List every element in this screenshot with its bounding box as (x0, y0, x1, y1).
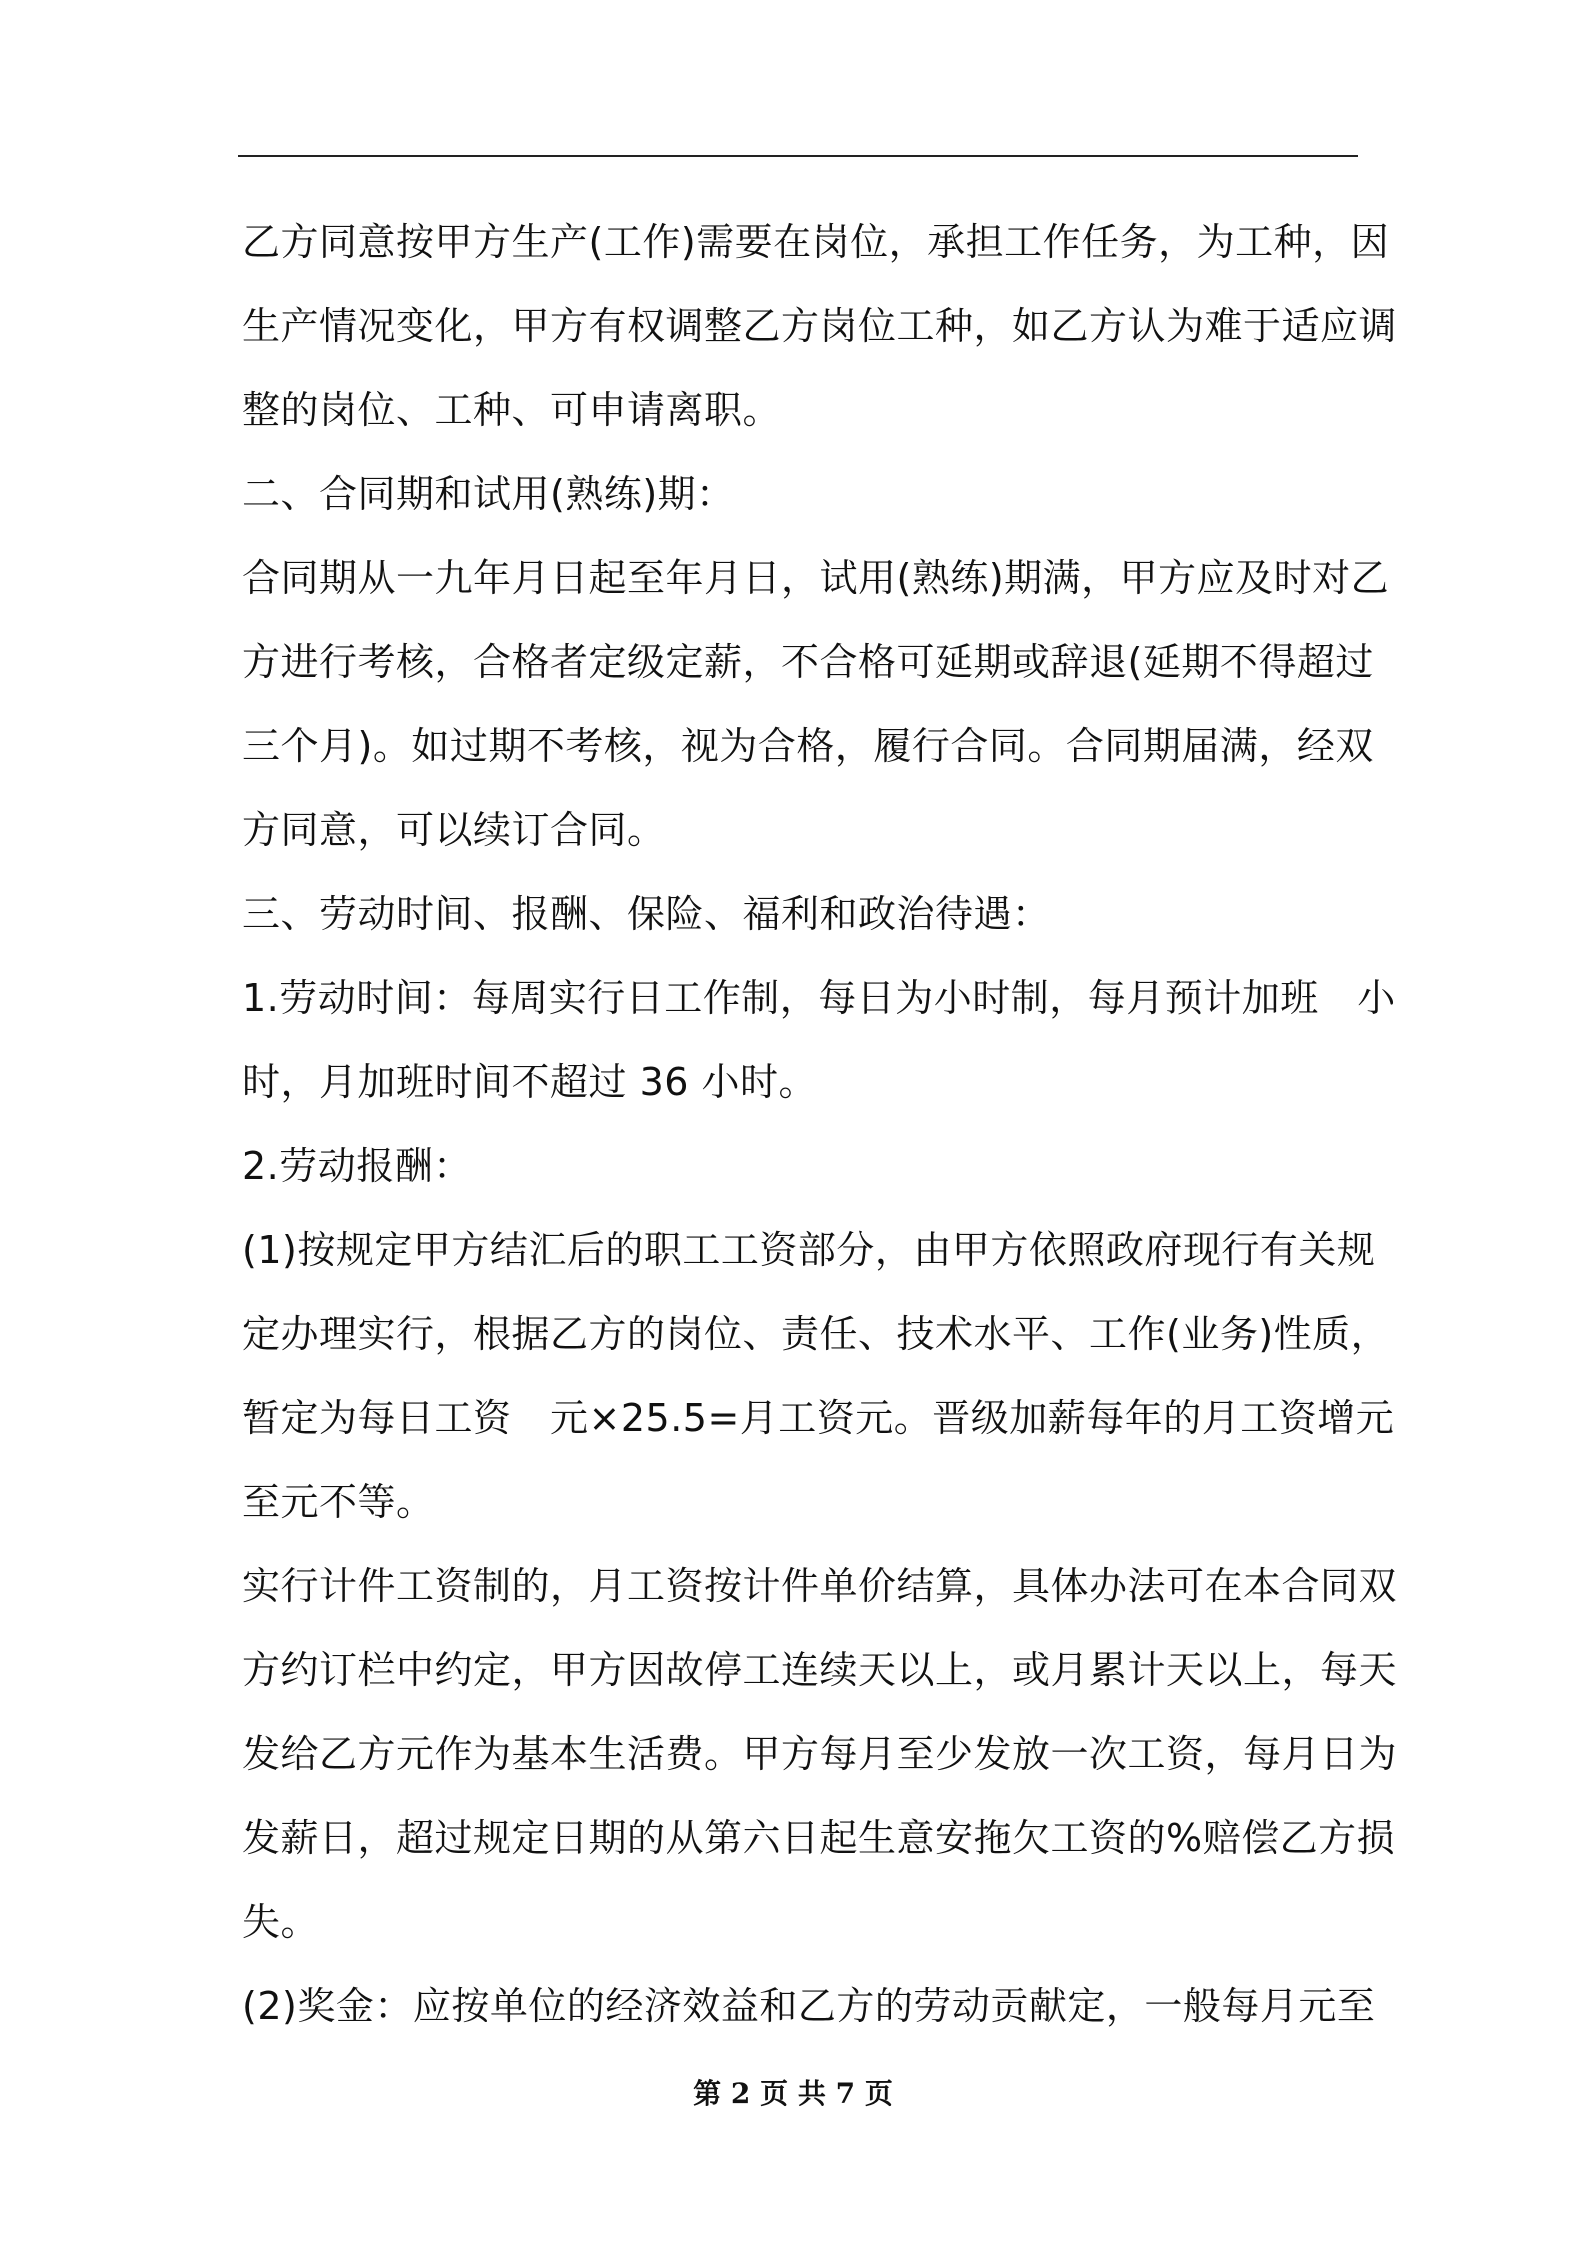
text-line: 方约订栏中约定，甲方因故停工连续天以上，或月累计天以上，每天 (242, 1648, 1398, 1692)
text-line: 1.劳动时间：每周实行日工作制，每日为小时制，每月预计加班 小 (242, 976, 1396, 1020)
page-number-footer: 第 2 页 共 7 页 (693, 2077, 893, 2110)
text-line: 整的岗位、工种、可申请离职。 (242, 388, 782, 432)
text-line: 合同期从一九年月日起至年月日，试用(熟练)期满，甲方应及时对乙 (242, 556, 1390, 600)
text-line: 发给乙方元作为基本生活费。甲方每月至少发放一次工资，每月日为 (242, 1732, 1398, 1776)
text-line: (1)按规定甲方结汇后的职工工资部分，由甲方依照政府现行有关规 (242, 1228, 1376, 1272)
text-line: 三个月)。如过期不考核，视为合格，履行合同。合同期届满，经双 (242, 724, 1374, 768)
section-heading: 二、合同期和试用(熟练)期： (242, 472, 735, 516)
text-line: (2)奖金：应按单位的经济效益和乙方的劳动贡献定，一般每月元至 (242, 1984, 1376, 2028)
section-heading: 三、劳动时间、报酬、保险、福利和政治待遇： (242, 892, 1051, 936)
text-line: 方同意，可以续订合同。 (242, 808, 666, 852)
subsection-heading: 2.劳动报酬： (242, 1144, 472, 1188)
text-line: 时，月加班时间不超过 36 小时。 (242, 1060, 818, 1104)
text-line: 至元不等。 (242, 1480, 435, 1524)
text-line: 失。 (242, 1900, 320, 1944)
text-line: 生产情况变化，甲方有权调整乙方岗位工种，如乙方认为难于适应调 (242, 304, 1398, 348)
document-body (242, 200, 1398, 2048)
text-line: 乙方同意按甲方生产(工作)需要在岗位，承担工作任务，为工种，因 (242, 220, 1390, 264)
text-line: 方进行考核，合格者定级定薪，不合格可延期或辞退(延期不得超过 (242, 640, 1374, 684)
header-rule (238, 155, 1358, 157)
text-line: 暂定为每日工资 元×25.5=月工资元。晋级加薪每年的月工资增元 (242, 1396, 1395, 1440)
text-line: 发薪日，超过规定日期的从第六日起生意安拖欠工资的%赔偿乙方损 (242, 1816, 1396, 1860)
text-line: 实行计件工资制的，月工资按计件单价结算，具体办法可在本合同双 (242, 1564, 1398, 1608)
text-line: 定办理实行，根据乙方的岗位、责任、技术水平、工作(业务)性质， (242, 1312, 1390, 1356)
